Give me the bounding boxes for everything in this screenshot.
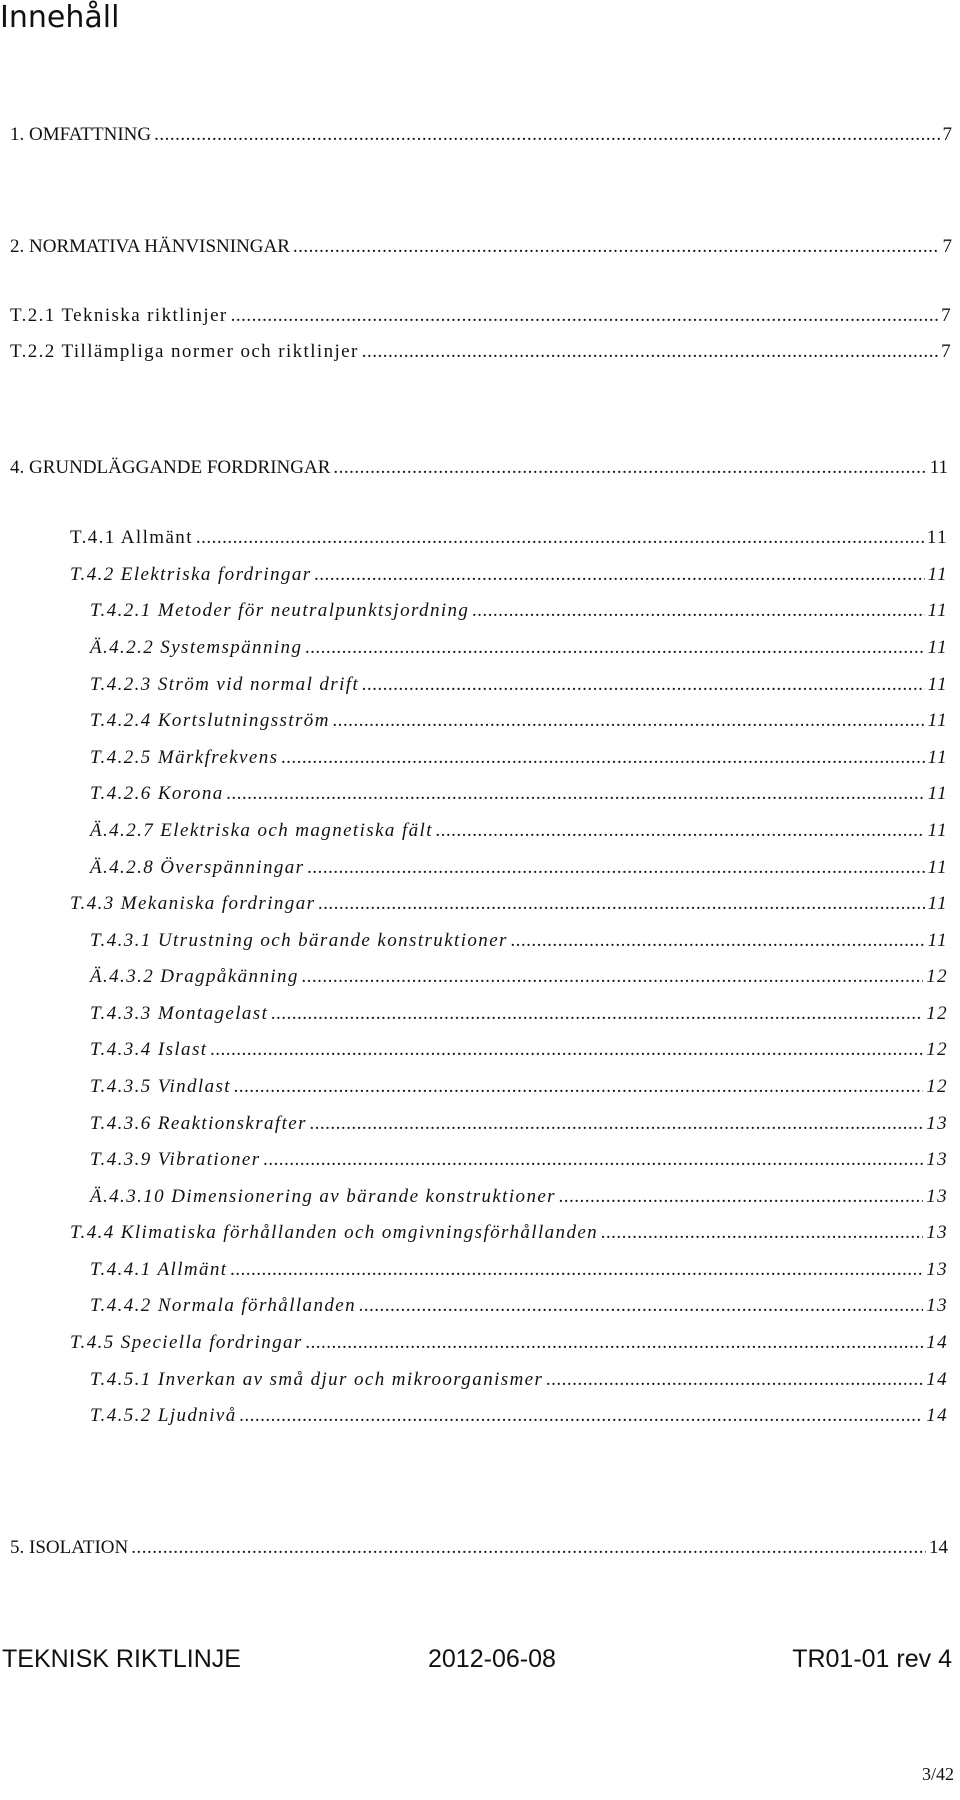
toc-entry-page: 13 — [926, 1295, 948, 1316]
toc-leader — [362, 338, 938, 366]
toc-entry-page: 11 — [929, 457, 948, 478]
toc-entry[interactable] — [90, 1073, 948, 1101]
toc-entry[interactable] — [10, 1534, 948, 1562]
toc-leader — [306, 1329, 923, 1357]
toc-leader — [230, 1256, 923, 1284]
toc-entry-page: 11 — [927, 893, 948, 914]
toc-entry-page: 7 — [941, 305, 952, 326]
toc-entry[interactable] — [90, 854, 948, 882]
toc-entry-label: T.4.5 Speciella fordringar — [70, 1332, 303, 1353]
toc-entry-label: T.4.2 Elektriska fordringar — [70, 564, 312, 585]
toc-entry-page: 13 — [926, 1149, 948, 1170]
toc-entry[interactable] — [10, 121, 952, 149]
toc-entry[interactable] — [90, 1110, 948, 1138]
toc-entry-label: T.4.3.1 Utrustning och bärande konstruktioner — [90, 930, 508, 951]
toc-leader — [210, 1036, 923, 1064]
toc-entry-label: T.4.2.3 Ström vid normal drift — [90, 674, 360, 695]
toc-entry-label: T.2.2 Tillämpliga normer och riktlinjer — [10, 341, 359, 362]
toc-entry[interactable] — [10, 454, 948, 482]
toc-entry-label: Ä.4.3.10 Dimensionering av bärande konstruktioner — [90, 1186, 556, 1207]
toc-leader — [511, 927, 925, 955]
toc-leader — [234, 1073, 923, 1101]
page-title: Innehåll — [0, 0, 120, 35]
toc-leader — [362, 671, 924, 699]
toc-entry-page: 11 — [927, 637, 948, 658]
toc-entry-label: Ä.4.2.7 Elektriska och magnetiska fält — [90, 820, 433, 841]
toc-leader — [436, 817, 925, 845]
toc-leader — [302, 963, 923, 991]
footer-code-prefix: TR01- — [792, 1645, 862, 1673]
toc-entry-label: T.4.4.2 Normala förhållanden — [90, 1295, 356, 1316]
footer-revision: 01 rev 4 — [861, 1645, 952, 1673]
toc-entry[interactable] — [10, 302, 952, 330]
toc-entry[interactable] — [10, 338, 952, 366]
toc-entry[interactable] — [70, 1219, 948, 1247]
toc-leader — [131, 1534, 926, 1562]
toc-entry-page: 13 — [926, 1113, 948, 1134]
toc-entry-page: 11 — [927, 747, 948, 768]
toc-entry-page: 14 — [929, 1537, 948, 1558]
toc-entry-label: T.4.2.1 Metoder för neutralpunktsjordning — [90, 600, 470, 621]
toc-leader — [315, 561, 925, 589]
toc-entry-label: T.4.3.4 Islast — [90, 1039, 208, 1060]
toc-entry-label: 5. ISOLATION — [10, 1537, 129, 1558]
toc-entry-label: 4. GRUNDLÄGGANDE FORDRINGAR — [10, 457, 331, 478]
toc-entry-label: T.2.1 Tekniska riktlinjer — [10, 305, 228, 326]
toc-leader — [546, 1366, 923, 1394]
toc-entry-page: 12 — [926, 1039, 948, 1060]
toc-leader — [231, 302, 938, 330]
toc-leader — [359, 1292, 923, 1320]
toc-entry[interactable] — [90, 817, 948, 845]
toc-leader — [472, 597, 924, 625]
toc-leader — [310, 1110, 923, 1138]
toc-entry[interactable] — [10, 233, 952, 261]
footer-date: 2012-06-08 — [428, 1645, 556, 1673]
page-number: 3/42 — [921, 1764, 954, 1784]
toc-entry-label: T.4.3.5 Vindlast — [90, 1076, 231, 1097]
toc-leader — [227, 780, 925, 808]
toc-leader — [281, 744, 924, 772]
toc-entry-page: 7 — [942, 124, 952, 145]
toc-entry[interactable] — [90, 671, 948, 699]
toc-leader — [293, 233, 940, 261]
toc-entry[interactable] — [70, 524, 948, 552]
footer-doc-type: TEKNISK RIKTLINJE — [2, 1645, 241, 1673]
toc-entry-page: 14 — [926, 1332, 948, 1353]
toc-entry-label: T.4.4.1 Allmänt — [90, 1259, 228, 1280]
toc-entry-page: 11 — [927, 783, 948, 804]
toc-entry-page: 11 — [927, 674, 948, 695]
toc-entry-label: T.4.2.6 Korona — [90, 783, 224, 804]
toc-entry-page: 11 — [926, 527, 948, 548]
toc-entry-page: 12 — [926, 1076, 948, 1097]
toc-entry-label: T.4.3 Mekaniska fordringar — [70, 893, 316, 914]
toc-entry[interactable] — [90, 707, 948, 735]
toc-entry-page: 7 — [941, 341, 952, 362]
toc-entry-label: T.4.3.3 Montagelast — [90, 1003, 269, 1024]
toc-entry-label: 1. OMFATTNING — [10, 124, 152, 145]
toc-entry-page: 13 — [926, 1259, 948, 1280]
footer-doc-code — [792, 1645, 952, 1674]
toc-entry[interactable] — [90, 1402, 948, 1430]
toc-entry[interactable] — [90, 1036, 948, 1064]
toc-entry-page: 7 — [942, 236, 952, 257]
toc-entry[interactable] — [90, 1292, 948, 1320]
toc-entry-label: Ä.4.2.8 Överspänningar — [90, 857, 305, 878]
toc-entry-label: 2. NORMATIVA HÄNVISNINGAR — [10, 236, 290, 257]
toc-leader — [333, 454, 926, 482]
toc-entry-page: 11 — [927, 710, 948, 731]
toc-entry[interactable] — [90, 744, 948, 772]
toc-entry[interactable] — [90, 634, 948, 662]
toc-entry[interactable] — [70, 890, 948, 918]
toc-entry-page: 11 — [927, 564, 948, 585]
toc-leader — [240, 1402, 924, 1430]
toc-entry[interactable] — [90, 1183, 948, 1211]
toc-leader — [305, 634, 924, 662]
toc-leader — [307, 854, 924, 882]
toc-leader — [559, 1183, 923, 1211]
toc-entry-page: 12 — [926, 1003, 948, 1024]
toc-entry[interactable] — [90, 927, 948, 955]
toc-entry[interactable] — [90, 1366, 948, 1394]
toc-leader — [196, 524, 924, 552]
toc-leader — [264, 1146, 924, 1174]
toc-entry-label: T.4.2.4 Kortslutningsström — [90, 710, 330, 731]
toc-entry[interactable] — [70, 1329, 948, 1357]
toc-entry-page: 14 — [926, 1405, 948, 1426]
toc-entry[interactable] — [90, 597, 948, 625]
toc-entry-label: T.4.4 Klimatiska förhållanden och omgivningsförhållanden — [70, 1222, 599, 1243]
toc-entry-page: 11 — [927, 600, 948, 621]
toc-leader — [318, 890, 924, 918]
toc-entry[interactable] — [90, 1000, 948, 1028]
toc-entry-label: Ä.4.2.2 Systemspänning — [90, 637, 303, 658]
page-footer — [0, 1645, 960, 1675]
toc-entry[interactable] — [90, 963, 948, 991]
toc-entry-label: T.4.2.5 Märkfrekvens — [90, 747, 279, 768]
toc-entry-label: T.4.5.1 Inverkan av små djur och mikroorganismer — [90, 1369, 544, 1390]
toc-entry-label: Ä.4.3.2 Dragpåkänning — [90, 966, 299, 987]
toc-entry[interactable] — [90, 780, 948, 808]
toc-entry-label: T.4.3.6 Reaktionskrafter — [90, 1113, 307, 1134]
toc-entry-page: 13 — [926, 1186, 948, 1207]
toc-entry[interactable] — [90, 1256, 948, 1284]
toc-entry-label: T.4.1 Allmänt — [70, 527, 193, 548]
toc-leader — [601, 1219, 923, 1247]
toc-entry-page: 11 — [927, 820, 948, 841]
toc-entry-page: 14 — [926, 1369, 948, 1390]
toc-entry[interactable] — [90, 1146, 948, 1174]
toc-entry-page: 11 — [927, 857, 948, 878]
toc-leader — [271, 1000, 923, 1028]
toc-entry-label: T.4.5.2 Ljudnivå — [90, 1405, 237, 1426]
toc-entry-label: T.4.3.9 Vibrationer — [90, 1149, 261, 1170]
toc-leader — [333, 707, 925, 735]
toc-entry-page: 12 — [926, 966, 948, 987]
toc-entry[interactable] — [70, 561, 948, 589]
toc-leader — [154, 121, 939, 149]
toc-entry-page: 13 — [926, 1222, 948, 1243]
toc-entry-page: 11 — [927, 930, 948, 951]
